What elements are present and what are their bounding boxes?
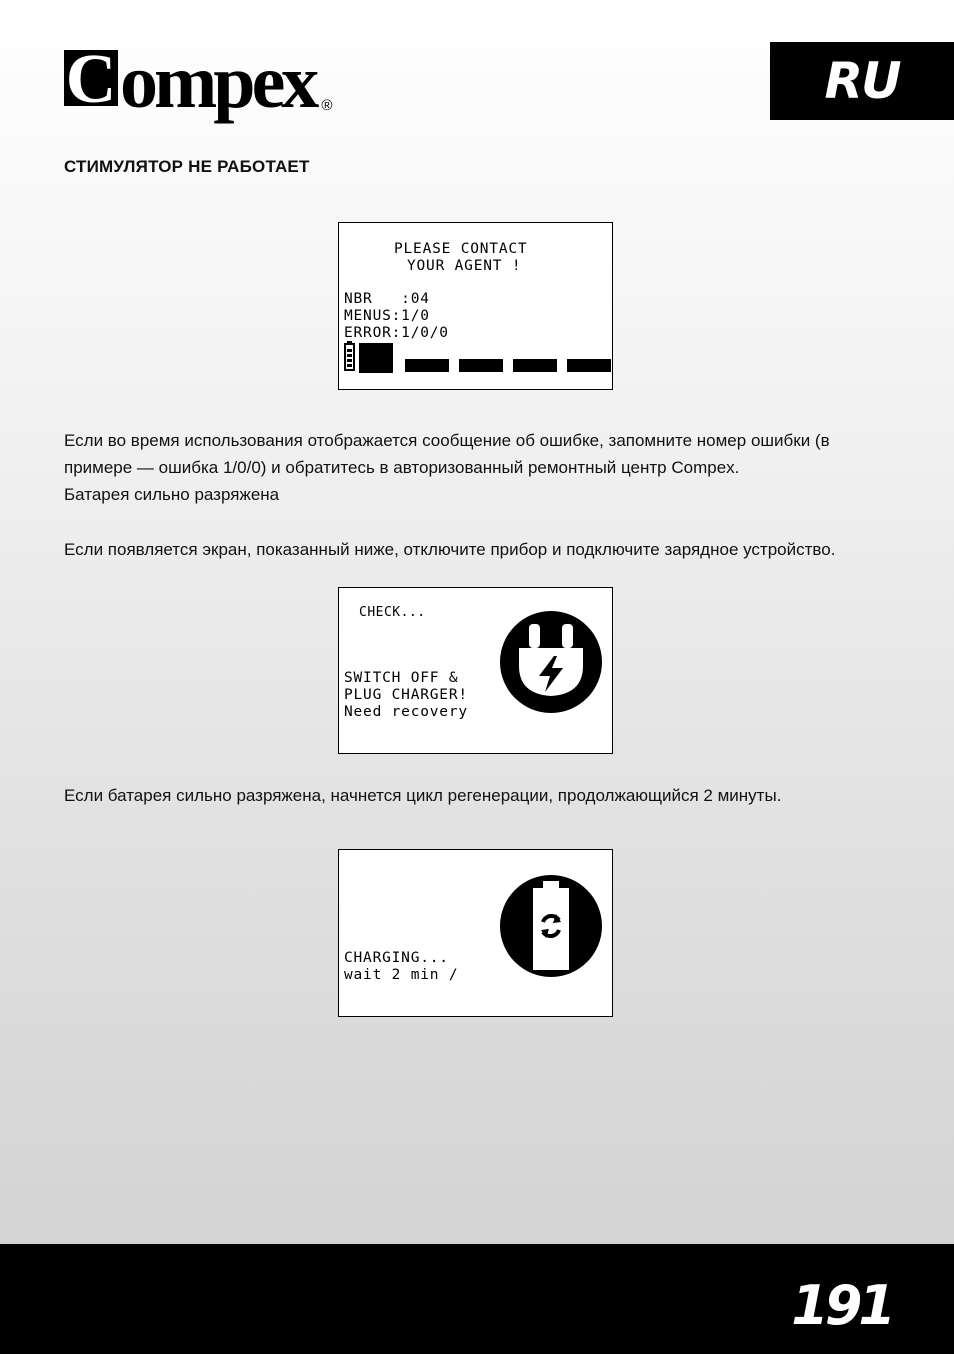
battery-icon: [343, 341, 611, 375]
paragraph-line: примере — ошибка 1/0/0) и обратитесь в авторизованный ремонтный центр Compex.: [64, 458, 740, 477]
plug-charger-icon: [499, 610, 603, 714]
lcd-screen-charging: [338, 849, 613, 1017]
lcd-line: CHARGING...: [344, 950, 449, 966]
logo-rest: ompex: [120, 40, 316, 124]
lcd-nbr: NBR :04: [344, 291, 430, 307]
lcd-screen-error: [338, 222, 613, 390]
paragraph-error-info: [64, 427, 894, 508]
language-badge: RU: [770, 42, 954, 120]
paragraph-regeneration: Если батарея сильно разряжена, начнется цикл регенерации, продолжающийся 2 минуты.: [64, 786, 782, 805]
lcd-line: wait 2 min /: [344, 967, 459, 983]
section-title: СТИМУЛЯТОР НЕ РАБОТАЕТ: [64, 157, 310, 176]
lcd-line: YOUR AGENT !: [407, 258, 522, 274]
battery-charging-icon: [499, 874, 603, 978]
paragraph-line: Батарея сильно разряжена: [64, 485, 280, 504]
lcd-check: CHECK...: [359, 605, 426, 620]
compex-logo: [64, 40, 333, 124]
registered-mark: ®: [321, 97, 333, 114]
logo-first-letter: C: [65, 41, 117, 118]
lcd-line: SWITCH OFF &: [344, 670, 459, 686]
lcd-line: PLUG CHARGER!: [344, 687, 468, 703]
page-number: 191: [791, 1274, 892, 1337]
lcd-line: Need recovery: [344, 704, 468, 720]
paragraph-line: Если во время использования отображается сообщение об ошибке, запомните номер ошибки (в: [64, 431, 830, 450]
paragraph-switch-off: Если появляется экран, показанный ниже, отключите прибор и подключите зарядное устройство.: [64, 540, 836, 559]
lcd-line: PLEASE CONTACT: [394, 241, 528, 257]
lcd-menus: MENUS:1/0: [344, 308, 430, 324]
lcd-screen-check: [338, 587, 613, 754]
lcd-error: ERROR:1/0/0: [344, 325, 449, 341]
footer-bar: [0, 1244, 954, 1354]
